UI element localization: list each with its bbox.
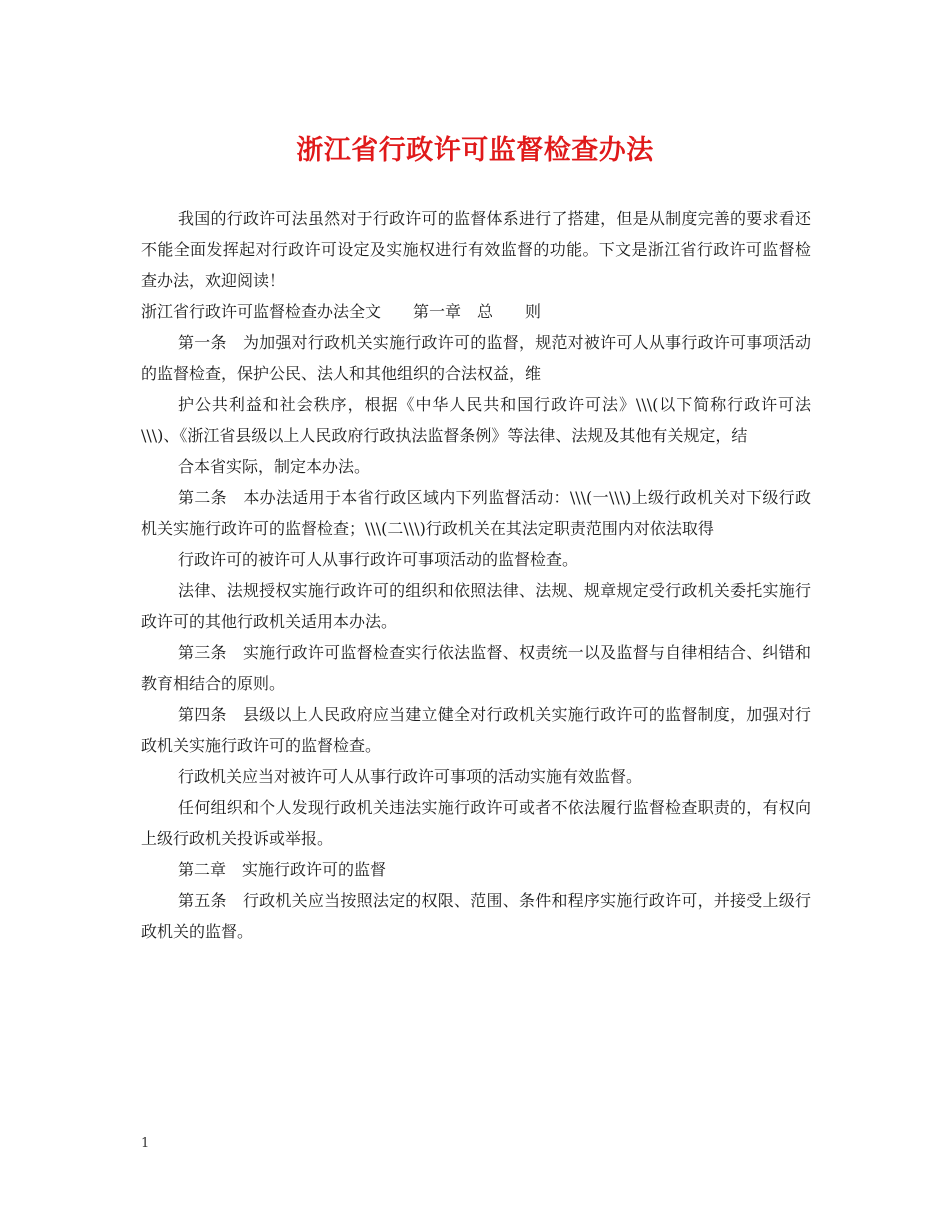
document-title: 浙江省行政许可监督检查办法 (296, 135, 654, 166)
paragraph: 第四条 县级以上人民政府应当建立健全对行政机关实施行政许可的监督制度，加强对行政机关实施行政许可的监督检查。 (141, 705, 811, 755)
document-body (141, 203, 811, 947)
paragraph: 第一条 为加强对行政机关实施行政许可的监督，规范对被许可人从事行政许可事项活动的监督检查，保护公民、法人和其他组织的合法权益，维 (141, 333, 811, 383)
page-number: 1 (141, 1136, 150, 1151)
paragraph: 第五条 行政机关应当按照法定的权限、范围、条件和程序实施行政许可，并接受上级行政机关的监督。 (141, 891, 811, 941)
paragraph: 第二条 本办法适用于本省行政区域内下列监督活动：\\\(一\\\)上级行政机关对下级行政机关实施行政许可的监督检查；\\\(二\\\)行政机关在其法定职责范围内对依法取得 (141, 488, 811, 538)
paragraph: 行政机关应当对被许可人从事行政许可事项的活动实施有效监督。 (178, 767, 643, 786)
paragraph: 法律、法规授权实施行政许可的组织和依照法律、法规、规章规定受行政机关委托实施行政许可的其他行政机关适用本办法。 (141, 581, 811, 631)
paragraph: 合本省实际，制定本办法。 (178, 457, 371, 476)
paragraph: 浙江省行政许可监督检查办法全文 第一章 总 则 (141, 302, 542, 321)
paragraph: 第三条 实施行政许可监督检查实行依法监督、权责统一以及监督与自律相结合、纠错和教育相结合的原则。 (141, 643, 811, 693)
paragraph: 第二章 实施行政许可的监督 (178, 860, 387, 879)
paragraph: 护公共利益和社会秩序，根据《中华人民共和国行政许可法》\\\(以下简称行政许可法\\\)、《浙江省县级以上人民政府行政执法监督条例》等法律、法规及其他有关规定，结 (141, 395, 811, 445)
paragraph: 任何组织和个人发现行政机关违法实施行政许可或者不依法履行监督检查职责的，有权向上级行政机关投诉或举报。 (141, 798, 811, 848)
paragraph: 行政许可的被许可人从事行政许可事项活动的监督检查。 (178, 550, 579, 569)
paragraph: 我国的行政许可法虽然对于行政许可的监督体系进行了搭建，但是从制度完善的要求看还不能全面发挥起对行政许可设定及实施权进行有效监督的功能。下文是浙江省行政许可监督检查办法，欢迎阅读！ (141, 209, 811, 290)
